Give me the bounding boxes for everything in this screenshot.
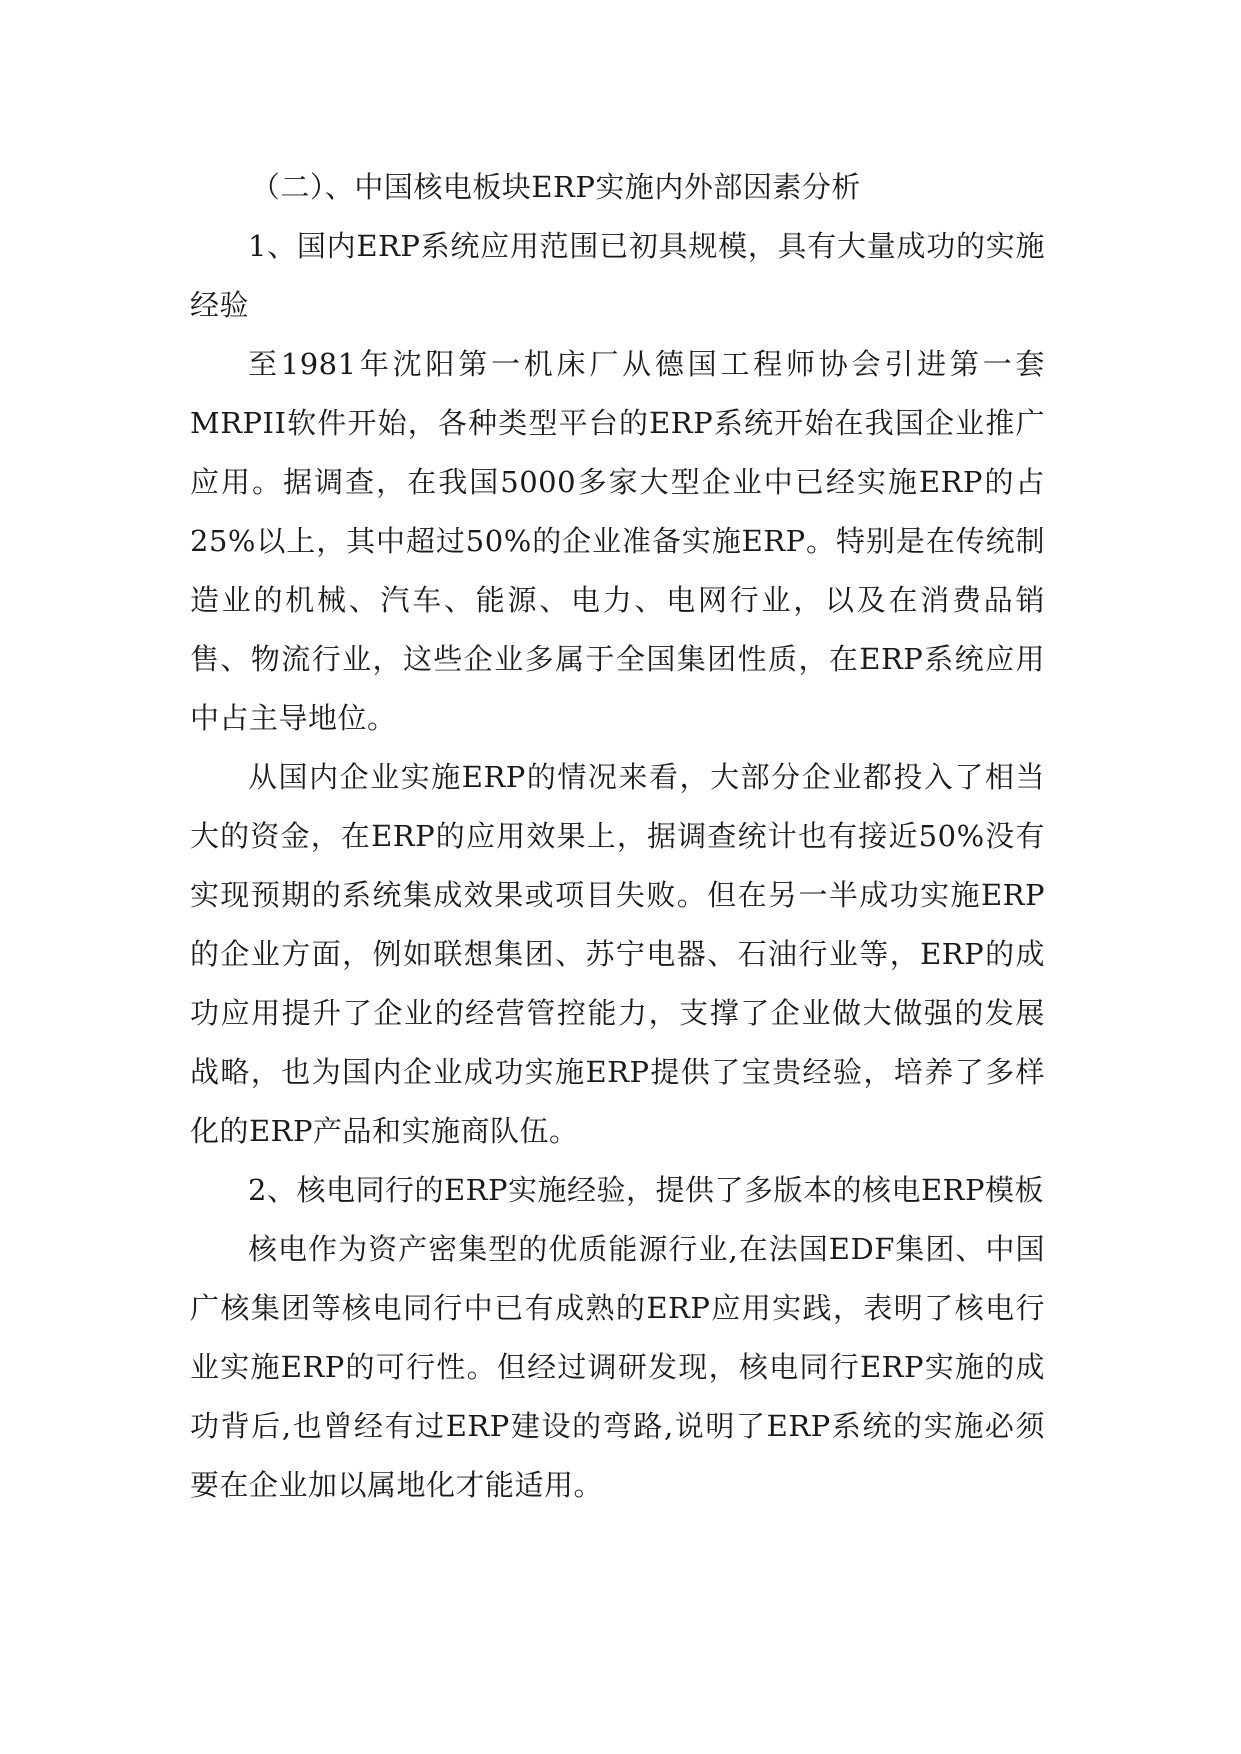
document-body [190,158,1045,1515]
paragraph-nuclear-practice: 核电作为资产密集型的优质能源行业,在法国EDF集团、中国广核集团等核电同行中已有成熟的ERP应用实践，表明了核电行业实施ERP的可行性。但经过调研发现，核电同行ERP实施的成功背后,也曾经有过ERP建设的弯路,说明了ERP系统的实施必须要在企业加以属地化才能适用。 [190,1232,1045,1502]
paragraph-erp-history: 至1981年沈阳第一机床厂从德国工程师协会引进第一套MRPII软件开始，各种类型平台的ERP系统开始在我国企业推广应用。据调查，在我国5000多家大型企业中已经实施ERP的占25%以上，其中超过50%的企业准备实施ERP。特别是在传统制造业的机械、汽车、能源、电力、电网行业，以及在消费品销售、物流行业，这些企业多属于全国集团性质，在ERP系统应用中占主导地位。 [190,347,1045,735]
section-heading: （二）、中国核电板块ERP实施内外部因素分析 [250,170,861,204]
subheading-domestic-erp: 1、国内ERP系统应用范围已初具规模，具有大量成功的实施经验 [190,229,1045,322]
paragraph-erp-results: 从国内企业实施ERP的情况来看，大部分企业都投入了相当大的资金，在ERP的应用效果上，据调查统计也有接近50%没有实现预期的系统集成效果或项目失败。但在另一半成功实施ERP的企业方面，例如联想集团、苏宁电器、石油行业等，ERP的成功应用提升了企业的经营管控能力，支撑了企业做大做强的发展战略，也为国内企业成功实施ERP提供了宝贵经验，培养了多样化的ERP产品和实施商队伍。 [190,760,1045,1148]
subheading-nuclear-peers: 2、核电同行的ERP实施经验，提供了多版本的核电ERP模板 [248,1173,1044,1207]
